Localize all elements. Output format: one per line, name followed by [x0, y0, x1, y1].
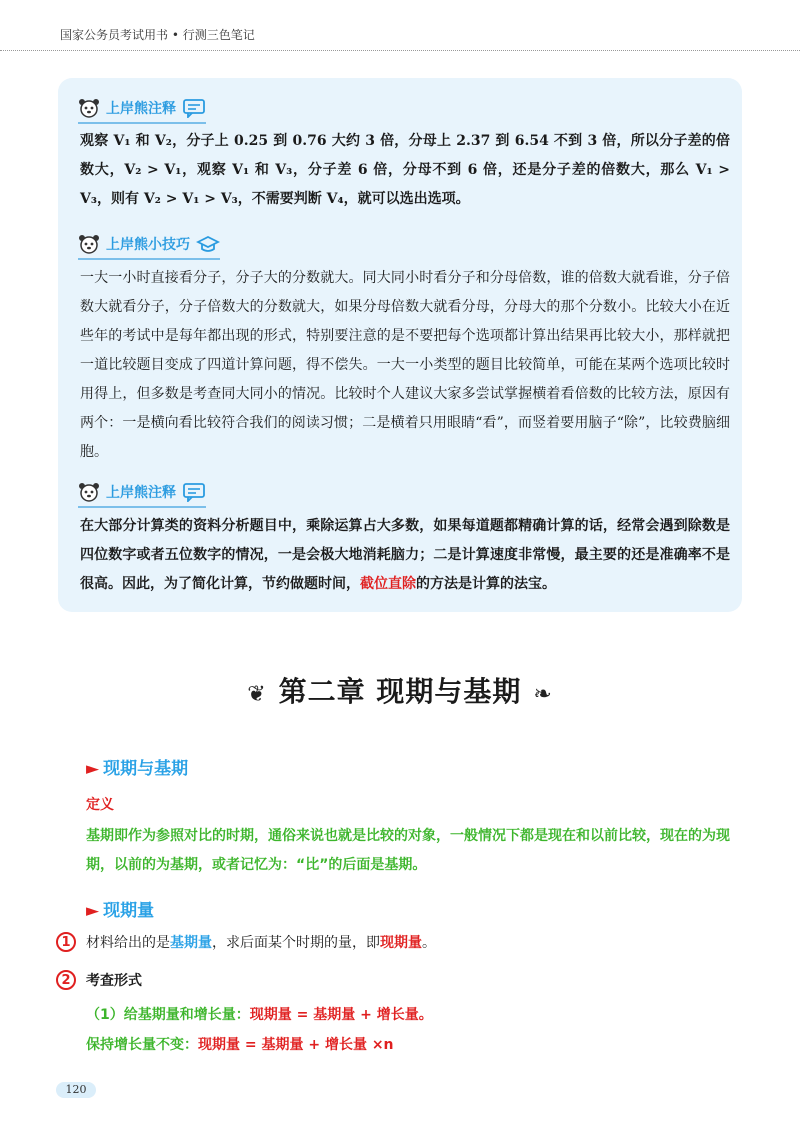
numbered-item-2 — [56, 970, 142, 990]
sub-item-1 — [86, 1004, 433, 1024]
section-heading-2 — [86, 896, 154, 921]
sub-item-2 — [86, 1034, 394, 1054]
note-tag-1-label: 上岸熊注释 — [106, 101, 176, 117]
note-tag-2 — [78, 478, 206, 508]
definition-label: 定义 — [86, 797, 114, 813]
speech-bubble-icon — [182, 482, 206, 502]
speech-bubble-icon — [182, 98, 206, 118]
tip-tag-label: 上岸熊小技巧 — [106, 237, 190, 253]
sub-item-1-label: （1）给基期量和增长量： — [86, 1007, 250, 1023]
ornament-right-icon: ❧ — [533, 682, 553, 707]
chapter-heading — [0, 670, 800, 710]
note-2-text-a: 在大部分计算类的资料分析题目中，乘除运算占大多数，如果每道题都精确计算的话，经常会遇到除数是四位数字或者五位数字的情况，一是会极大地消耗脑力；二是计算速度非常慢，最主要的还是准确率不是很高。因此，为了简化计算，节约做题时间， — [80, 518, 730, 592]
triangle-bullet-icon: ► — [86, 759, 100, 779]
section-heading-1 — [86, 754, 188, 779]
item-1-text-b: ，求后面某个时期的量，即 — [212, 935, 380, 951]
sub-item-2-label: 保持增长量不变： — [86, 1037, 198, 1053]
sub-item-1-formula: 现期量 = 基期量 + 增长量。 — [249, 1007, 433, 1023]
number-badge-1: 1 — [56, 932, 76, 952]
item-1-term-current: 现期量 — [380, 935, 422, 951]
item-1-text-c: 。 — [422, 935, 436, 951]
ornament-left-icon: ❦ — [247, 682, 267, 707]
tip-text: 一大一小时直接看分子，分子大的分数就大。同大同小时看分子和分母倍数，谁的倍数大就看谁，分子倍数大就看分子，分子倍数大的分数就大，如果分母倍数大就看分母，分母大的那个分数小。比较大小在近些年的考试中是每年都出现的形式，特别要注意的是不要把每个选项都计算出结果再比较大小，那样就把一道比较题目变成了四道计算问题，得不偿失。一大一小类型的题目比较简单，可能在某两个选项比较时用得上，但多数是考查同大同小的情况。比较时个人建议大家多尝试掌握横着看倍数的比较方法，原因有两个：一是横向看比较符合我们的阅读习惯；二是横着只用眼睛“看”，而竖着要用脑子“除”，比较费脑细胞。 — [80, 270, 730, 460]
item-1-term-base: 基期量 — [170, 935, 212, 951]
item-2-label: 考查形式 — [86, 973, 142, 989]
note-tag-2-label: 上岸熊注释 — [106, 485, 176, 501]
note-1-text: 观察 V₁ 和 V₂，分子上 0.25 到 0.76 大约 3 倍，分母上 2.37 到 6.54 不到 3 倍，所以分子差的倍数大，V₂ > V₁，观察 V₁ 和 V₃，分子差 6 倍，分母不到 6 倍，还是分子差的倍数大，那么 V₁ > V₃，则有 V₂ > V₁ > V₃，不需要判断 V₄，就可以选出选项。 — [80, 133, 730, 207]
running-header: 国家公务员考试用书 • 行测三色笔记 — [60, 28, 255, 42]
graduation-cap-icon — [196, 234, 220, 254]
note-2-text — [80, 512, 730, 599]
chapter-title: 第二章 现期与基期 — [278, 675, 522, 708]
definition-text: 基期即作为参照对比的时期，通俗来说也就是比较的对象，一般情况下都是现在和以前比较，现在的为现期，以前的为基期，或者记忆为：“比”的后面是基期。 — [86, 828, 730, 873]
number-badge-2: 2 — [56, 970, 76, 990]
note-tag-1 — [78, 94, 206, 124]
bear-mascot-icon — [78, 234, 100, 254]
sub-item-2-formula: 现期量 = 基期量 + 增长量 ×n — [198, 1037, 394, 1053]
section-2-title: 现期量 — [103, 901, 155, 921]
numbered-item-1 — [56, 932, 436, 952]
note-2-highlight: 截位直除 — [360, 576, 416, 592]
tip-tag — [78, 230, 220, 260]
triangle-bullet-icon: ► — [86, 901, 100, 921]
item-1-text-a: 材料给出的是 — [86, 935, 170, 951]
bear-mascot-icon — [78, 482, 100, 502]
bear-mascot-icon — [78, 98, 100, 118]
note-2-text-b: 的方法是计算的法宝。 — [416, 576, 556, 592]
header-rule — [0, 50, 800, 51]
section-1-title: 现期与基期 — [103, 759, 189, 779]
page-number: 120 — [56, 1082, 96, 1098]
